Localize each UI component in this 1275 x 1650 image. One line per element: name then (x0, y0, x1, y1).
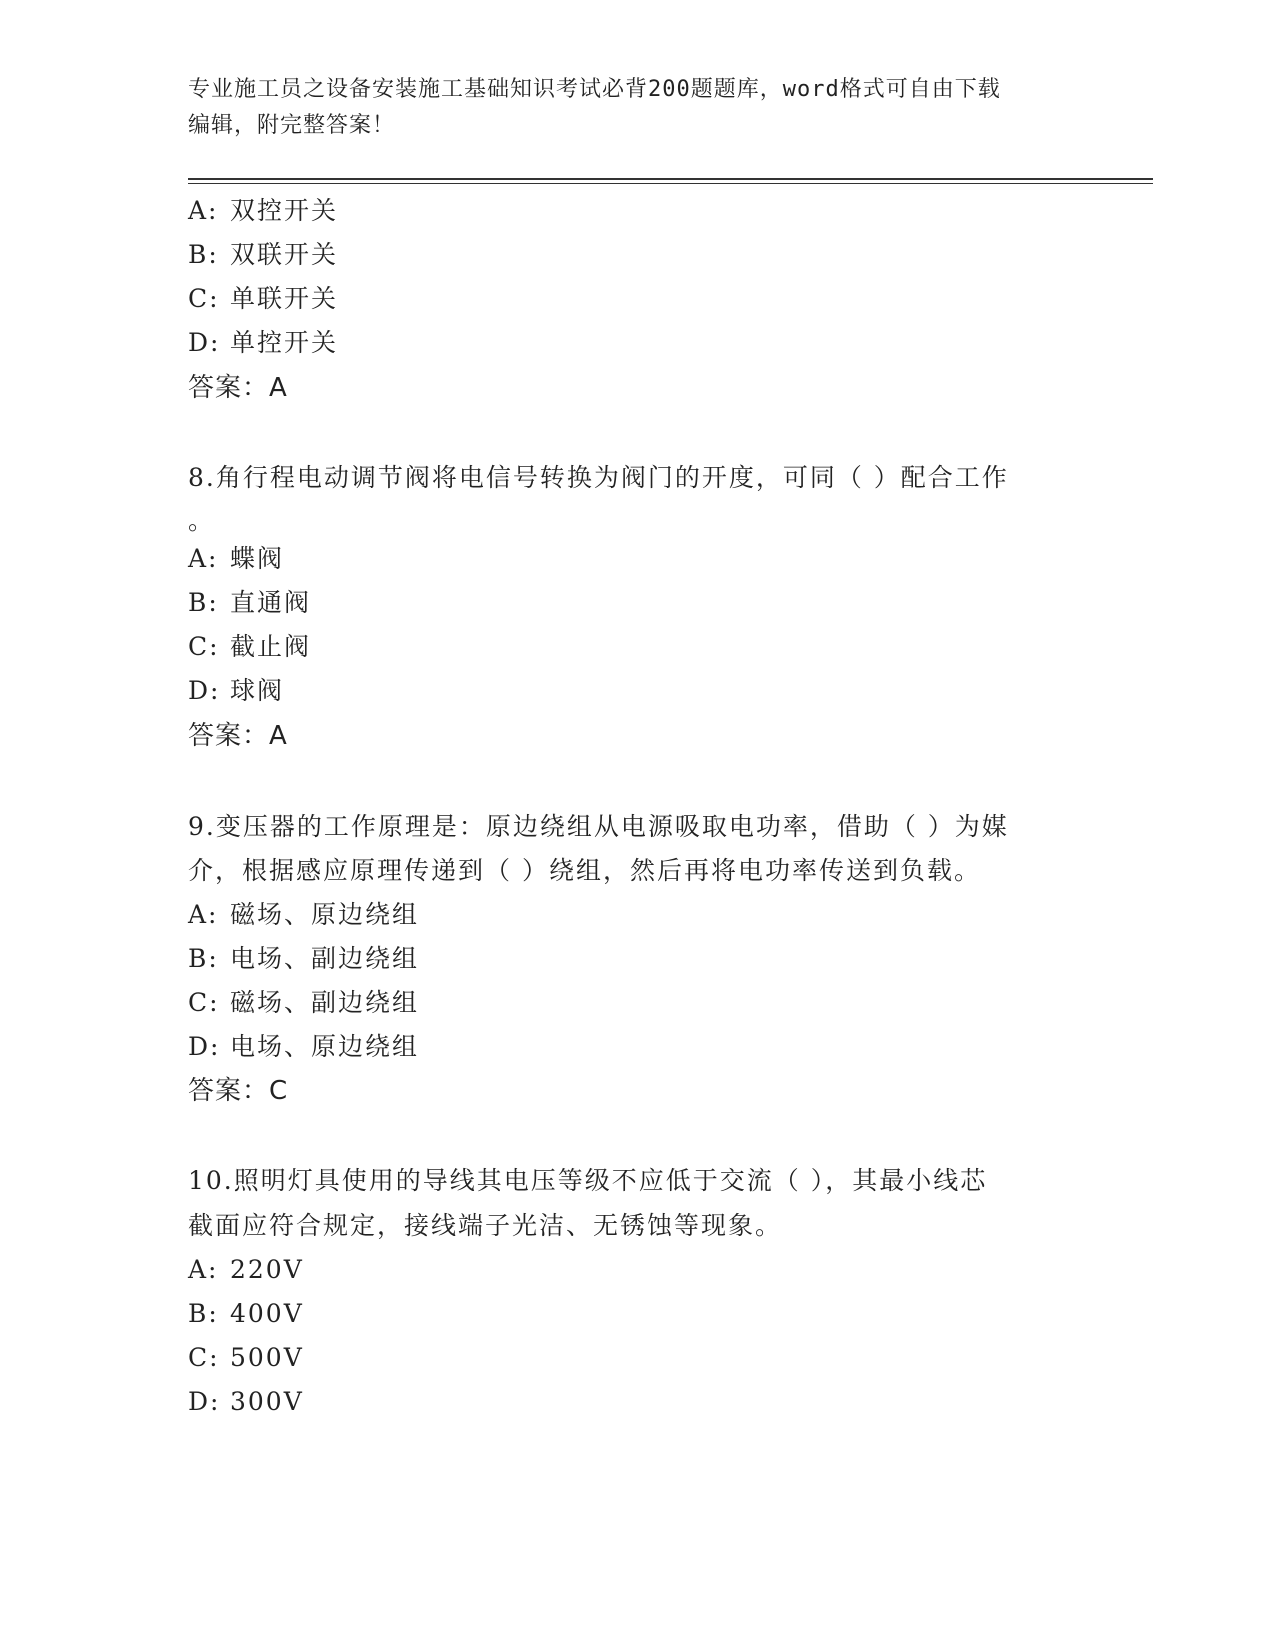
option-text: 电场、原边绕组 (230, 1032, 420, 1061)
q9-answer: 答案：C (188, 1076, 289, 1106)
q7-option-a (188, 193, 338, 229)
q8-stem-line-2: 。 (188, 506, 216, 535)
option-text: 球阀 (230, 676, 285, 705)
q7-option-b (188, 237, 338, 273)
option-key: C: (188, 1343, 220, 1372)
q10-option-c (188, 1340, 304, 1376)
option-key: C: (188, 284, 220, 313)
q8-option-c (188, 629, 311, 665)
q9-option-c (188, 985, 419, 1021)
option-text: 截止阀 (230, 632, 312, 661)
header-divider-thin (188, 183, 1153, 184)
q9-stem-line-1: 9.变压器的工作原理是：原边绕组从电源吸取电功率，借助（ ）为媒 (188, 812, 1009, 841)
q8-option-a (188, 541, 284, 577)
option-key: A: (188, 196, 219, 225)
q7-option-d (188, 325, 338, 361)
option-text: 300V (230, 1387, 304, 1416)
option-text: 双控开关 (230, 196, 339, 225)
option-text: 单联开关 (230, 284, 339, 313)
option-text: 电场、副边绕组 (230, 944, 420, 973)
option-text: 磁场、副边绕组 (230, 988, 420, 1017)
q10-option-d (188, 1384, 304, 1420)
q7-answer: 答案：A (188, 373, 288, 403)
header-title-line-1: 专业施工员之设备安装施工基础知识考试必背200题题库，word格式可自由下载 (188, 77, 1001, 102)
option-text: 直通阀 (230, 588, 312, 617)
option-text: 单控开关 (230, 328, 339, 357)
option-key: B: (188, 944, 219, 973)
option-key: D: (188, 1032, 221, 1061)
header-title-line-2: 编辑，附完整答案！ (188, 113, 396, 138)
q10-option-b (188, 1296, 304, 1332)
q9-option-a (188, 897, 419, 933)
option-key: A: (188, 544, 219, 573)
option-text: 蝶阀 (230, 544, 285, 573)
q8-answer: 答案：A (188, 721, 288, 751)
option-text: 400V (230, 1299, 304, 1328)
header-divider-thick (188, 178, 1153, 180)
q8-option-d (188, 673, 284, 709)
q9-option-d (188, 1029, 419, 1065)
option-text: 500V (230, 1343, 304, 1372)
q10-stem-line-2: 截面应符合规定，接线端子光洁、无锈蚀等现象。 (188, 1211, 783, 1240)
option-key: D: (188, 1387, 221, 1416)
q9-option-b (188, 941, 419, 977)
document-header (188, 72, 1088, 144)
option-key: B: (188, 588, 219, 617)
q8-option-b (188, 585, 311, 621)
option-key: B: (188, 1299, 219, 1328)
option-key: A: (188, 900, 219, 929)
q9-stem-line-2: 介，根据感应原理传递到（ ）绕组，然后再将电功率传送到负载。 (188, 856, 981, 885)
q8-stem-line-1: 8.角行程电动调节阀将电信号转换为阀门的开度，可同（ ）配合工作 (188, 463, 1009, 492)
option-text: 磁场、原边绕组 (230, 900, 420, 929)
option-key: C: (188, 988, 220, 1017)
option-key: D: (188, 328, 221, 357)
q10-option-a (188, 1252, 304, 1288)
option-key: A: (188, 1255, 219, 1284)
q10-stem-line-1: 10.照明灯具使用的导线其电压等级不应低于交流（ ），其最小线芯 (188, 1166, 988, 1195)
option-key: D: (188, 676, 221, 705)
option-key: B: (188, 240, 219, 269)
q7-option-c (188, 281, 338, 317)
option-text: 双联开关 (230, 240, 339, 269)
option-text: 220V (230, 1255, 304, 1284)
option-key: C: (188, 632, 220, 661)
